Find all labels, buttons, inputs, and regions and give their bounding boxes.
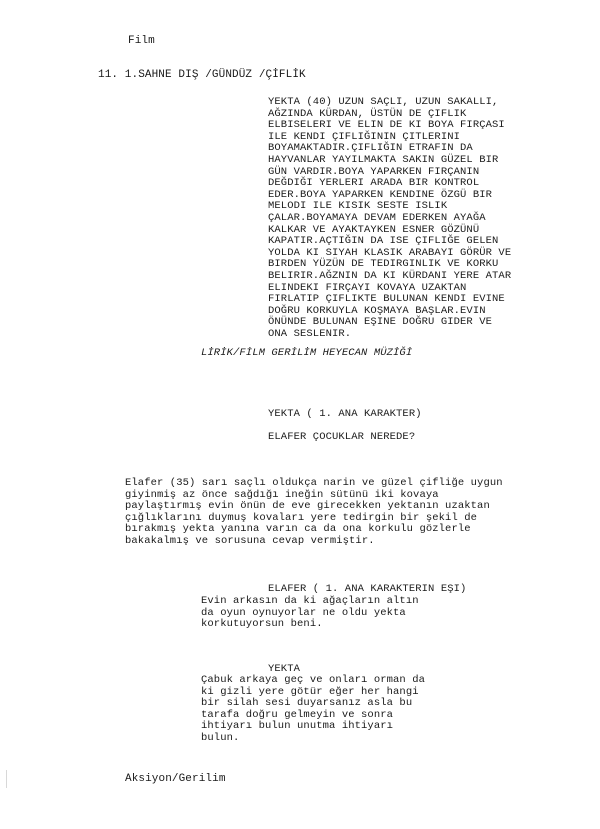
document-header-label: Film xyxy=(128,35,155,47)
scene-heading: 11. 1.SAHNE DIŞ /GÜNDÜZ /ÇİFLİK xyxy=(98,69,306,81)
action-description-elafer: Elafer (35) sarı saçlı oldukça narin ve güzel çifliğe uygun giyinmiş az önce sağdığı ineğin sütünü iki kovaya paylaştırmış evin önün de eve girecekken yektanın uzaktan çığlıklarını duymuş kovaları yere tedirgin bir şekil de bırakmış yekta yanına varın ca da ona korkulu gözlerle bakakalmış ve sorusuna cevap vermiştir. xyxy=(125,477,503,547)
dialogue-line-yekta-2: Çabuk arkaya geç ve onları orman da ki gizli yere götür eğer her hangi bir silah sesi duyarsanız asla bu tarafa doğru gelmeyin ve sonra ihtiyarı bulun unutma ihtiyarı bulun. xyxy=(201,674,426,744)
character-name-yekta-2: YEKTA xyxy=(268,663,301,675)
scan-artifact-line xyxy=(6,770,7,788)
dialogue-line-yekta: ELAFER ÇOCUKLAR NEREDE? xyxy=(268,431,416,443)
action-description: YEKTA (40) UZUN SAÇLI, UZUN SAKALLI, AĞZINDA KÜRDAN, ÜSTÜN DE ÇIFLIK ELBISELERI VE ELIN DE KI BOYA FIRÇASI ILE KENDI ÇIFLIĞININ ÇITLERINI BOYAMAKTADIR.ÇIFLIĞIN ETRAFIN DA HAYVANLAR YAYILMAKTA SAKIN GÜZEL BIR GÜN VARDIR.BOYA YAPARKEN FIRÇANIN DEĞDIĞI YERLERI ARADA BIR KONTROL EDER.BOYA YAPARKEN KENDINE ÖZGÜ BIR MELODI ILE KISIK SESTE ISLIK ÇALAR.BOYAMAYA DEVAM EDERKEN AYAĞA KALKAR VE AYAKTAYKEN ESNER GÖZÜNÜ KAPATIR.AÇTIĞIN DA ISE ÇIFLIĞE GELEN YOLDA KI SIYAH KLASIK ARABAYI GÖRÜR VE BIRDEN YÜZÜN DE TEDIRGINLIK VE KORKU BELIRIR.AĞZNIN DA KI KÜRDANI YERE ATAR ELINDEKI FIRÇAYI KOVAYA UZAKTAN FIRLATIP ÇIFLIKTE BULUNAN KENDI EVINE DOĞRU KORKUYLA KOŞMAYA BAŞLAR.EVIN ÖNÜNDE BULUNAN EŞINE DOĞRU GIDER VE ONA SESLENIR. xyxy=(268,96,512,340)
music-cue: LİRİK/FİLM GERİLİM HEYECAN MÜZİĞİ xyxy=(201,347,413,359)
genre-footer: Aksiyon/Gerilim xyxy=(125,773,226,785)
dialogue-line-elafer: Evin arkasın da ki ağaçların altın da oyun oynuyorlar ne oldu yekta korkutuyorsun beni. xyxy=(201,595,419,631)
character-name-elafer: ELAFER ( 1. ANA KARAKTERIN EŞI) xyxy=(268,583,467,595)
character-name-yekta: YEKTA ( 1. ANA KARAKTER) xyxy=(268,408,422,420)
